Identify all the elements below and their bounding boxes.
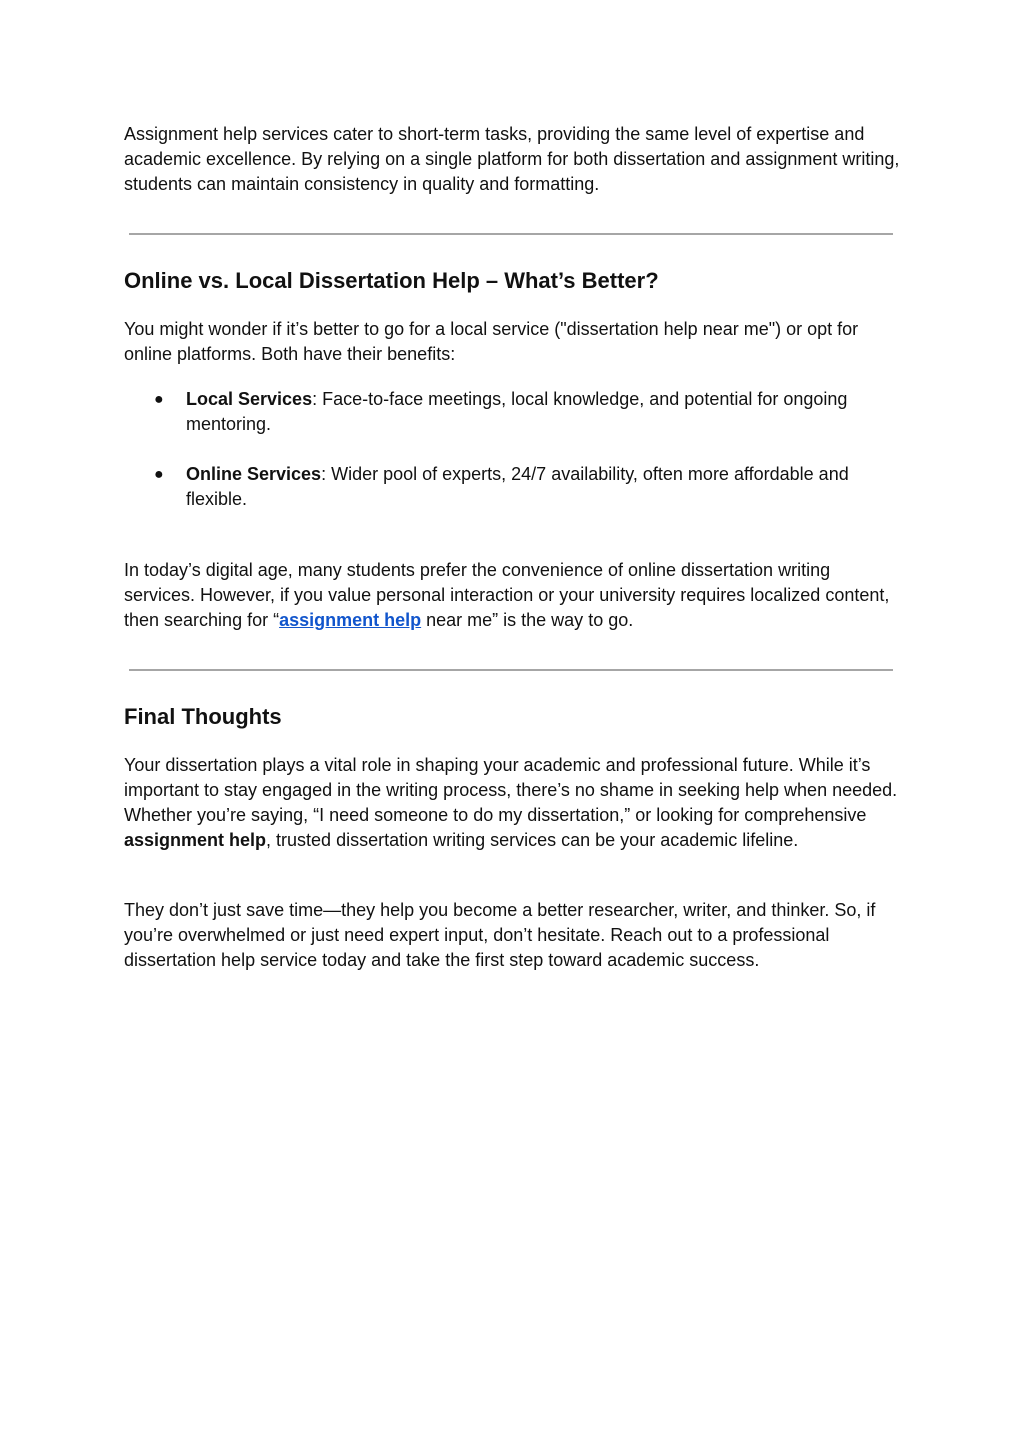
section-closing-paragraph bbox=[124, 558, 904, 633]
final-thoughts-paragraph-2: They don’t just save time—they help you become a better researcher, writer, and thinker. So, if you’re overwhelmed or just need expert input, don’t hesitate. Reach out to a professional dissertation help service today and take the first step toward academic success. bbox=[124, 900, 876, 970]
bullet-text bbox=[186, 387, 904, 437]
paragraph-text: , trusted dissertation writing services can be your academic lifeline. bbox=[266, 830, 799, 850]
assignment-help-link[interactable]: assignment help bbox=[279, 610, 422, 630]
closing-text-before-link: In today’s digital age, many students prefer the convenience of online dissertation writing services. However, if you value personal interaction or your university requires localized content, then searching for “ bbox=[124, 560, 890, 630]
paragraph-text: Your dissertation plays a vital role in shaping your academic and professional future. While it’s important to stay engaged in the writing process, there’s no shame in seeking help when needed. Whether you’re saying, “I need someone to do my dissertation,” or looking for comprehensive bbox=[124, 755, 898, 825]
section-heading-final-thoughts: Final Thoughts bbox=[124, 704, 282, 729]
closing-text-after-link: near me” is the way to go. bbox=[421, 610, 634, 630]
section-intro-paragraph: You might wonder if it’s better to go for a local service ("dissertation help near me") or opt for online platforms. Both have their benefits: bbox=[124, 319, 859, 364]
bullet-text bbox=[186, 462, 904, 512]
bullet-icon: ● bbox=[154, 391, 164, 408]
bullet-term: Online Services bbox=[186, 464, 322, 484]
bullet-description: : Face-to-face meetings, local knowledge, and potential for ongoing mentoring. bbox=[186, 389, 848, 434]
horizontal-divider bbox=[129, 233, 893, 235]
bullet-description: : Wider pool of experts, 24/7 availability, often more affordable and flexible. bbox=[186, 464, 849, 509]
horizontal-divider bbox=[129, 669, 893, 671]
intro-paragraph: Assignment help services cater to short-term tasks, providing the same level of expertise and academic excellence. By relying on a single platform for both dissertation and assignment writing, students can maintain consistency in quality and formatting. bbox=[124, 124, 900, 194]
bullet-term: Local Services bbox=[186, 389, 313, 409]
section-heading-online-vs-local: Online vs. Local Dissertation Help – What’s Better? bbox=[124, 268, 659, 293]
final-thoughts-paragraph-1 bbox=[124, 753, 904, 853]
bold-phrase: assignment help bbox=[124, 830, 267, 850]
bullet-icon: ● bbox=[154, 466, 164, 483]
